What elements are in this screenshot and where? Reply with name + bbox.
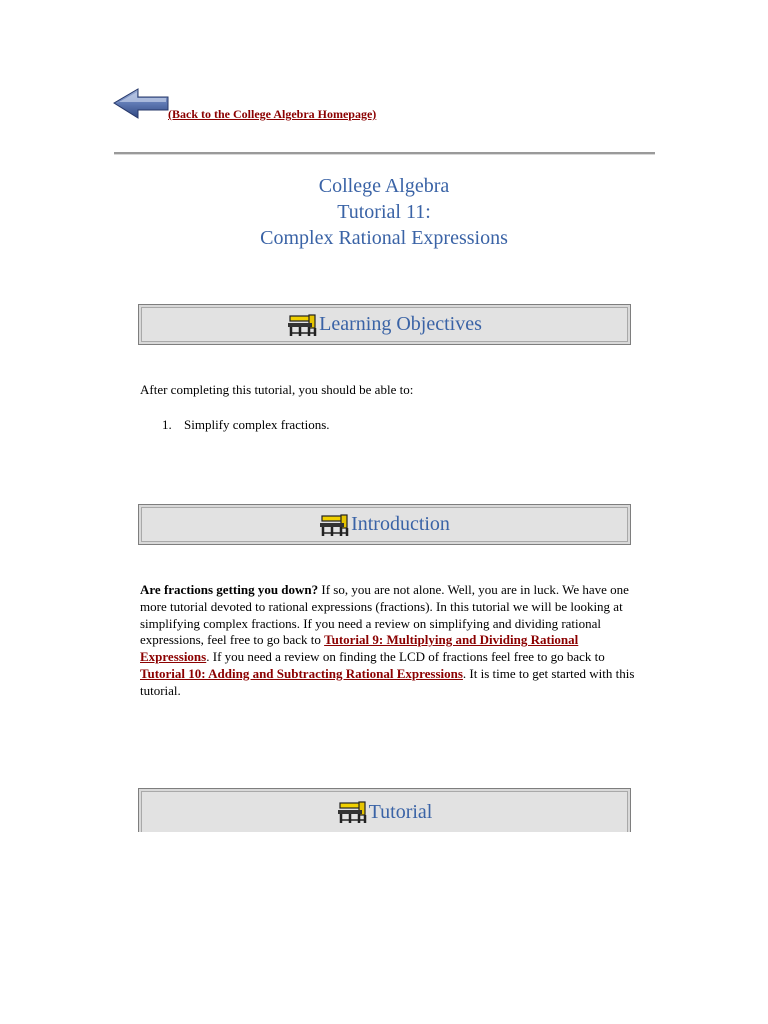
intro-lead: Are fractions getting you down? bbox=[140, 582, 319, 597]
desk-icon bbox=[287, 313, 319, 337]
objectives-intro: After completing this tutorial, you should be able to: bbox=[140, 382, 414, 397]
page-title bbox=[0, 173, 768, 251]
tutorial-10-link[interactable]: Tutorial 10: Adding and Subtracting Rational Expressions bbox=[140, 665, 463, 681]
intro-text-2: . If you need a review on finding the LCD of fractions feel free to go back to bbox=[206, 649, 605, 665]
list-text: Simplify complex fractions. bbox=[184, 417, 330, 432]
introduction-paragraph bbox=[140, 582, 635, 700]
intro-text-3: . It is time to get started with this tutorial. bbox=[140, 665, 635, 698]
introduction-header bbox=[138, 504, 631, 545]
back-arrow-icon[interactable] bbox=[112, 88, 170, 120]
divider bbox=[114, 152, 655, 155]
learning-objectives-title: Learning Objectives bbox=[319, 313, 482, 335]
desk-icon bbox=[319, 513, 351, 537]
title-line-1: College Algebra bbox=[318, 175, 450, 197]
list-item bbox=[162, 417, 330, 433]
tutorial-9-link[interactable]: Tutorial 9: Multiplying and Dividing Rational Expressions bbox=[140, 632, 579, 665]
tutorial-header bbox=[138, 788, 631, 832]
back-to-homepage-link[interactable]: (Back to the College Algebra Homepage) bbox=[168, 107, 377, 121]
intro-text-1: If so, you are not alone. Well, you are in luck. We have one more tutorial devoted to rational expressions (fractions). In this tutorial we will be looking at simplifying complex fractions. If you need a review on simplifying and dividing rational expressions, feel free to go back to bbox=[140, 582, 629, 648]
list-number: 1. bbox=[162, 417, 172, 432]
title-line-3: Complex Rational Expressions bbox=[260, 227, 508, 249]
introduction-title: Introduction bbox=[351, 513, 450, 535]
tutorial-title: Tutorial bbox=[368, 800, 433, 823]
learning-objectives-header bbox=[138, 304, 631, 345]
desk-icon bbox=[337, 800, 369, 824]
title-line-2: Tutorial 11: bbox=[337, 201, 431, 223]
